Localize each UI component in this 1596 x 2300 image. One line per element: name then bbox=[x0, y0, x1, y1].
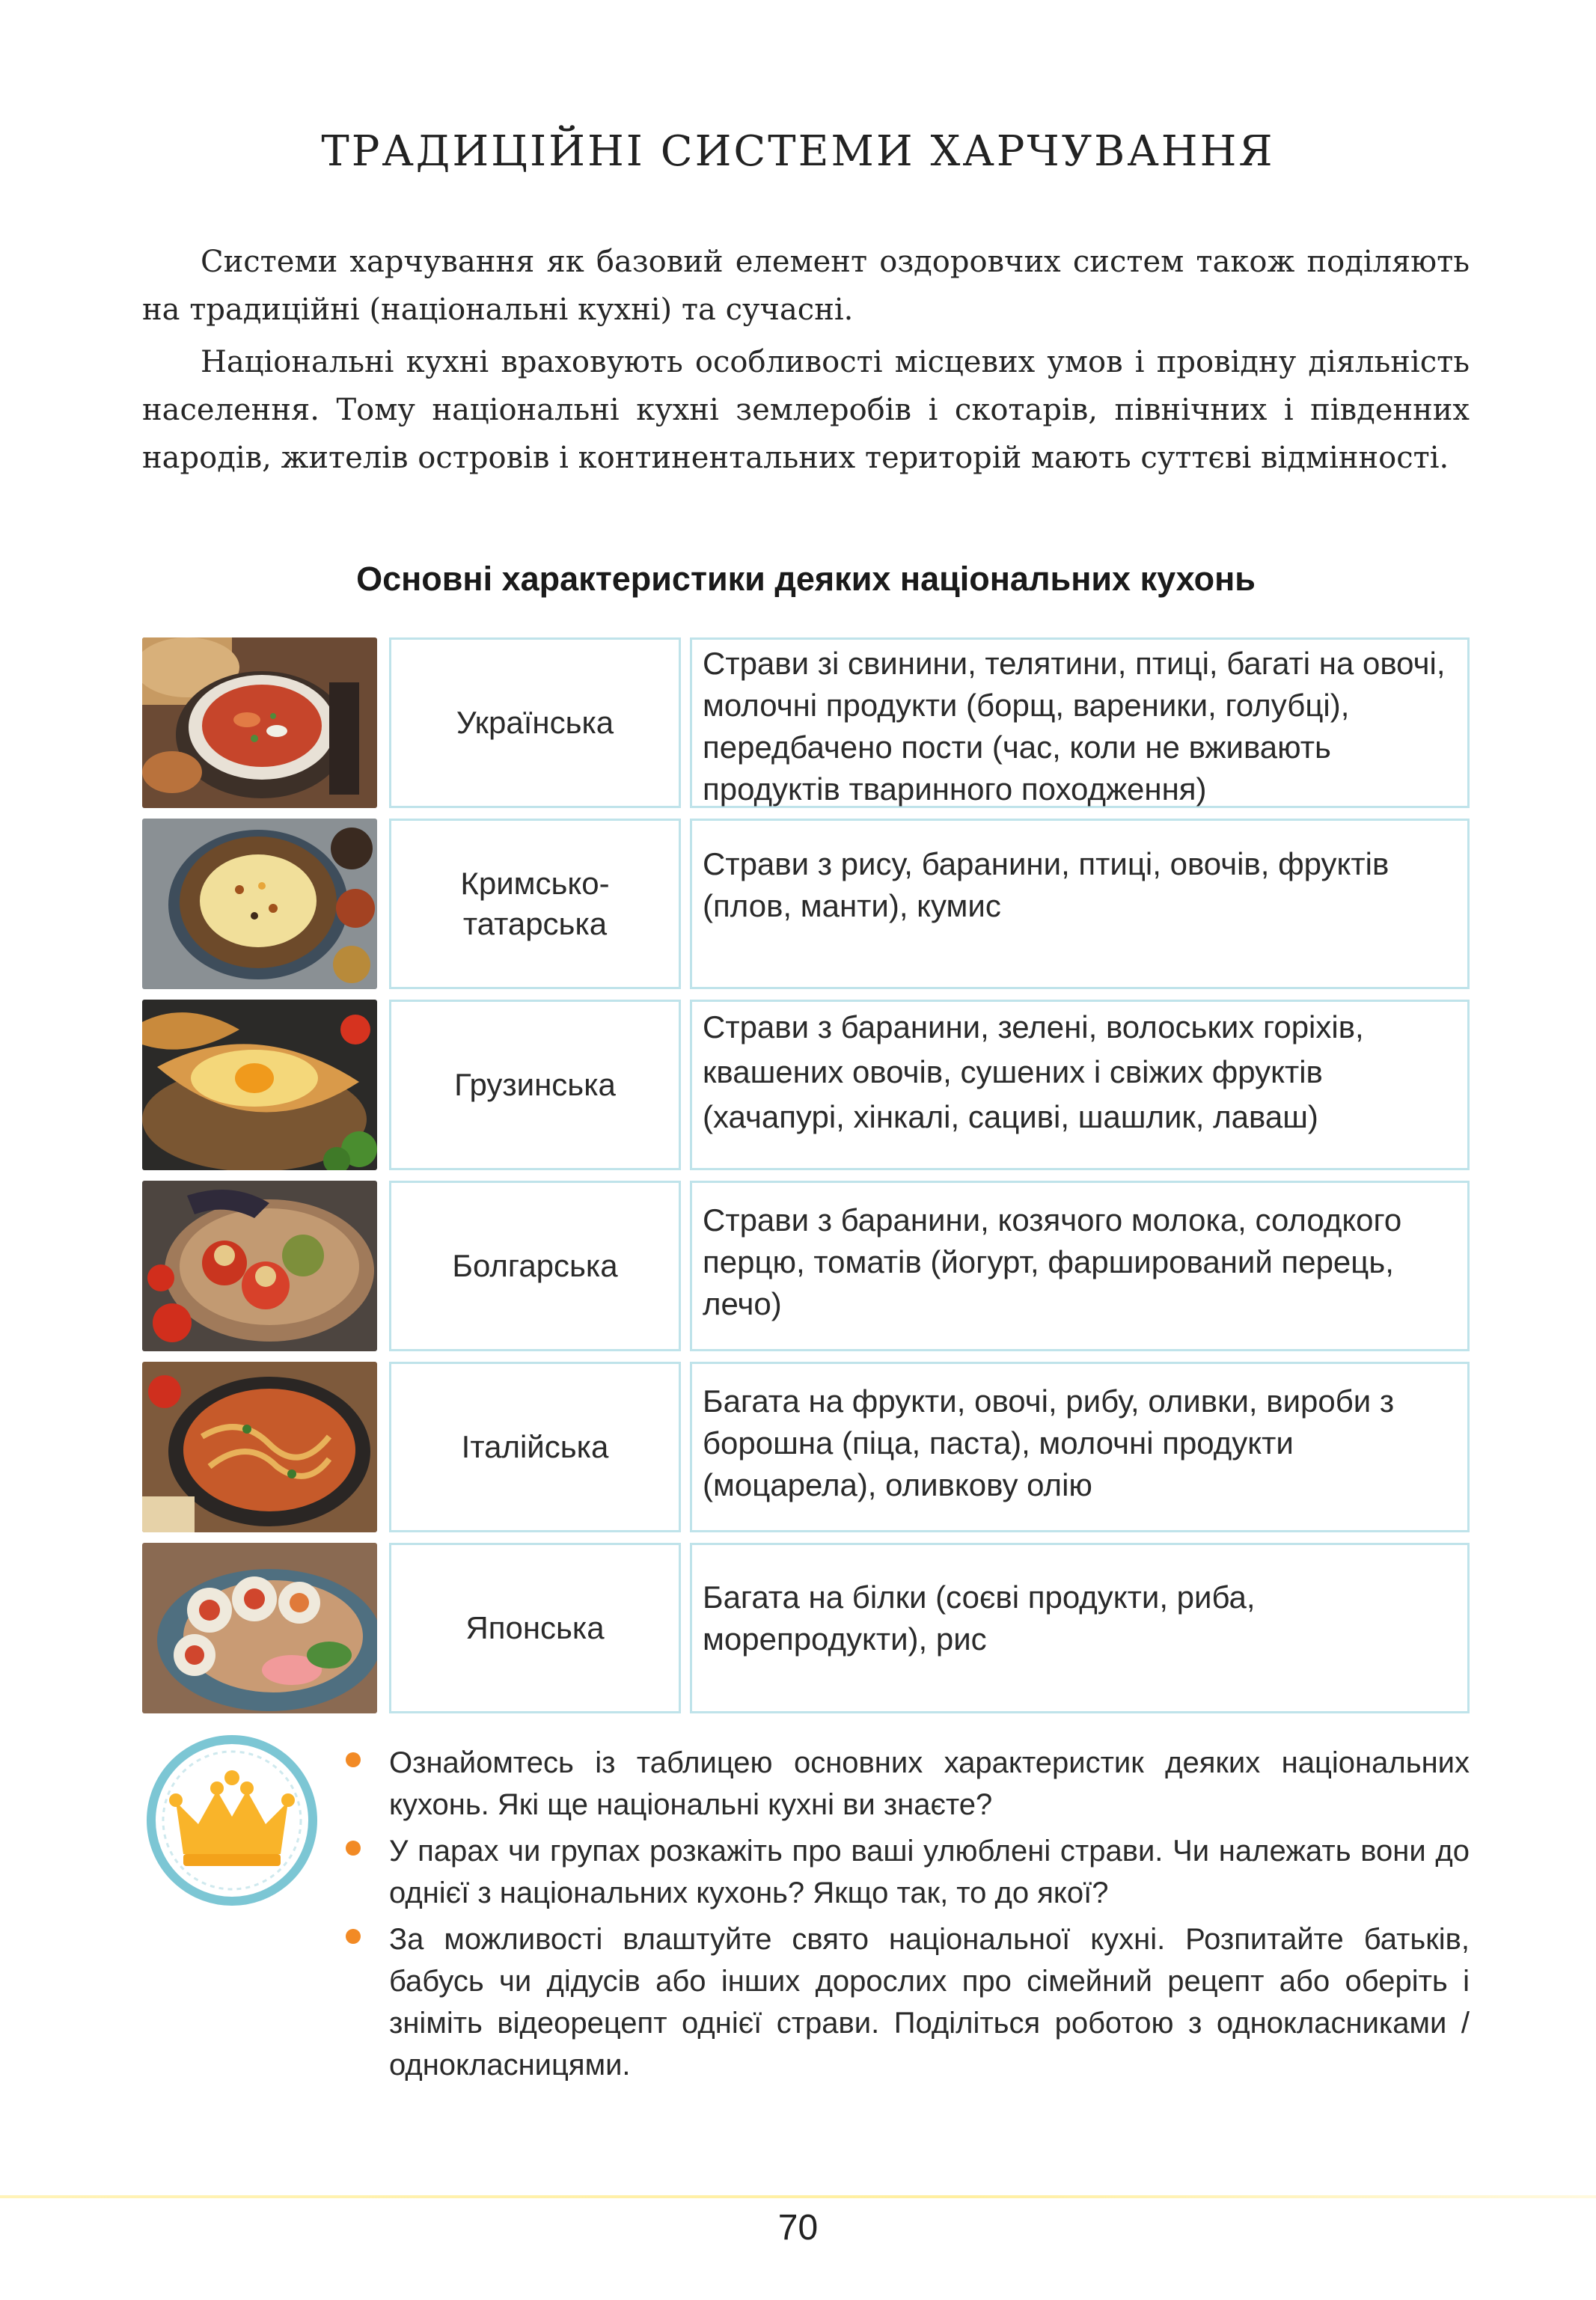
cuisine-name-japanese: Японська bbox=[389, 1543, 681, 1713]
cuisine-name-bulgarian: Болгарська bbox=[389, 1181, 681, 1351]
table-row bbox=[142, 819, 1470, 989]
cuisine-desc-crimean-tatar: Страви з рису, баранини, птиці, овочів, фруктів (плов, манти), кумис bbox=[690, 819, 1470, 989]
list-item bbox=[389, 1830, 1470, 1914]
bullet-dot-icon bbox=[346, 1752, 361, 1767]
page-title: ТРАДИЦІЙНІ СИСТЕМИ ХАРЧУВАННЯ bbox=[321, 127, 1275, 176]
cuisine-table bbox=[142, 637, 1470, 1724]
pilaf-photo bbox=[142, 819, 377, 989]
crown-icon bbox=[146, 1734, 318, 1906]
bullet-dot-icon bbox=[346, 1841, 361, 1856]
cuisine-desc-italian: Багата на фрукти, овочі, рибу, оливки, вироби з борошна (піца, паста), молочні продукти (моцарела), оливкову олію bbox=[690, 1362, 1470, 1532]
list-item bbox=[389, 1742, 1470, 1826]
intro-paragraph-1: Системи харчування як базовий елемент оздоровчих систем також поділяють на традиційні (національні кухні) та сучасні. bbox=[142, 245, 1470, 327]
cuisine-name-georgian: Грузинська bbox=[389, 1000, 681, 1170]
cuisine-name-crimean-tatar: Кримсько-татарська bbox=[389, 819, 681, 989]
table-row bbox=[142, 637, 1470, 808]
intro-text bbox=[142, 238, 1470, 486]
footer-divider bbox=[0, 2195, 1596, 2198]
intro-paragraph-2: Національні кухні враховують особливості місцевих умов і провідну діяльність населення. Тому національні кухні землеробів і скотарів, північних і південних народів, жителів островів і континентальних територій мають суттєві відмінності. bbox=[142, 345, 1470, 475]
cuisine-desc-bulgarian: Страви з баранини, козячого молока, солодкого перцю, томатів (йогурт, фарширований перець, лечо) bbox=[690, 1181, 1470, 1351]
khachapuri-photo bbox=[142, 1000, 377, 1170]
table-row bbox=[142, 1000, 1470, 1170]
list-item bbox=[389, 1918, 1470, 2086]
page-number: 70 bbox=[777, 2208, 819, 2248]
stuffed-peppers-photo bbox=[142, 1181, 377, 1351]
cuisine-name-ukrainian: Українська bbox=[389, 637, 681, 808]
task-list bbox=[389, 1742, 1470, 2091]
borscht-photo bbox=[142, 637, 377, 808]
task-text-3: За можливості влаштуйте свято національної кухні. Розпитайте батьків, бабусь чи дідусів або інших дорослих про сімейний рецепт або оберіть і зніміть відеорецепт однієї страви. Поділіться роботою з однокласниками / однокласницями. bbox=[389, 1923, 1470, 2082]
table-row bbox=[142, 1181, 1470, 1351]
cuisine-name-italian: Італійська bbox=[389, 1362, 681, 1532]
table-row bbox=[142, 1543, 1470, 1713]
sushi-photo bbox=[142, 1543, 377, 1713]
pasta-photo bbox=[142, 1362, 377, 1532]
table-row bbox=[142, 1362, 1470, 1532]
cuisine-desc-georgian: Страви з баранини, зелені, волоських горіхів, квашених овочів, сушених і свіжих фруктів (хачапурі, хінкалі, сациві, шашлик, лаваш) bbox=[690, 1000, 1470, 1170]
task-text-1: Ознайомтесь із таблицею основних характеристик деяких національних кухонь. Які ще національні кухні ви знаєте? bbox=[389, 1746, 1470, 1821]
cuisine-desc-japanese: Багата на білки (соєві продукти, риба, морепродукти), рис bbox=[690, 1543, 1470, 1713]
cuisine-desc-ukrainian: Страви зі свинини, телятини, птиці, багаті на овочі, молочні продукти (борщ, вареники, голубці), передбачено пости (час, коли не вживають продуктів тваринного походження) bbox=[690, 637, 1470, 808]
task-text-2: У парах чи групах розкажіть про ваші улюблені страви. Чи належать вони до однієї з національних кухонь? Якщо так, то до якої? bbox=[389, 1835, 1470, 1909]
table-title: Основні характеристики деяких національних кухонь bbox=[356, 560, 1256, 598]
bullet-dot-icon bbox=[346, 1929, 361, 1944]
